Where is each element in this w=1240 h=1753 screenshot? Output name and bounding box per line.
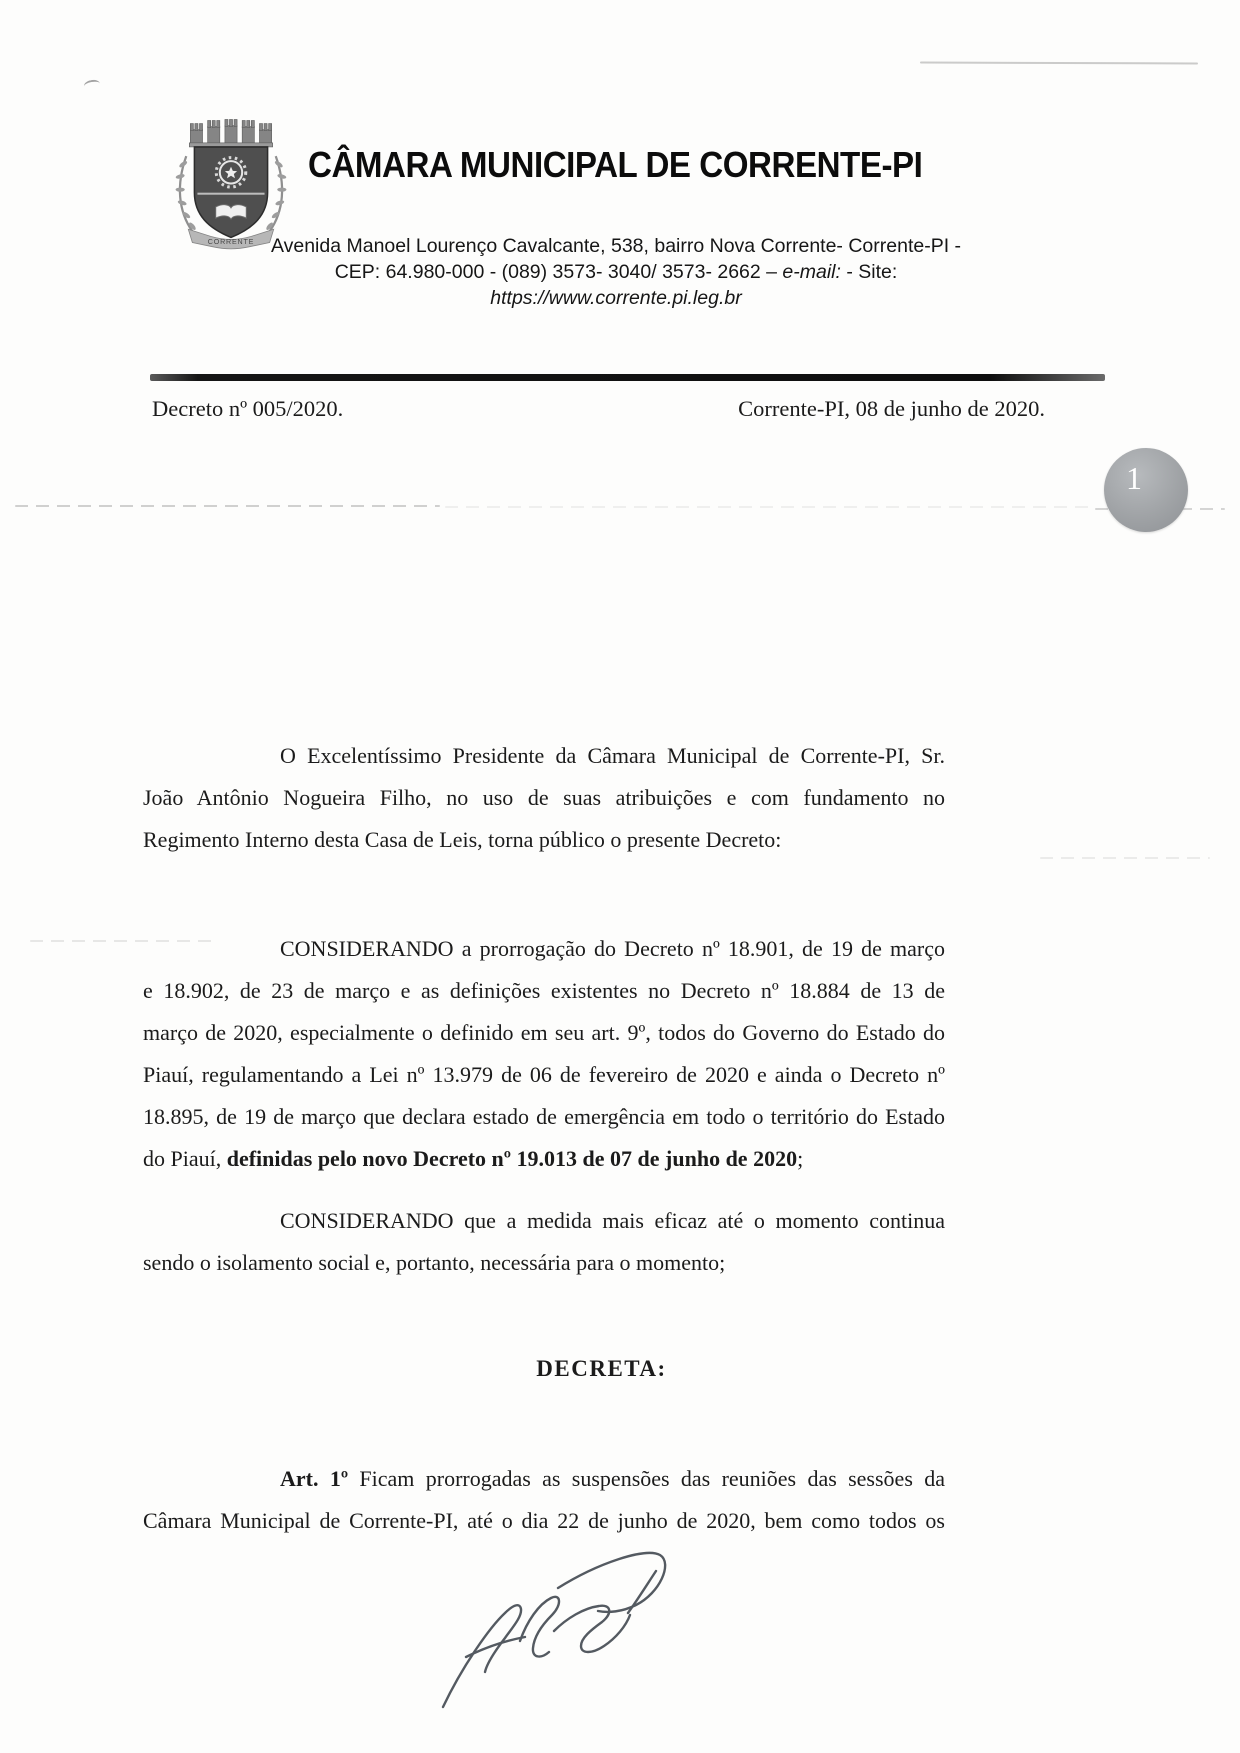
page-title: CÂMARA MUNICIPAL DE CORRENTE-PI	[308, 144, 923, 185]
paragraph-art-1	[143, 1458, 945, 1542]
doc-line	[143, 1200, 945, 1242]
doc-text: Ficam prorrogadas as suspensões das reuniões das sessões da	[348, 1466, 945, 1491]
doc-text-bold: Art. 1º	[280, 1466, 349, 1491]
doc-line	[143, 1054, 945, 1096]
doc-text: do Piauí,	[143, 1146, 227, 1171]
doc-line	[143, 1096, 945, 1138]
page-number-badge	[1104, 448, 1188, 532]
signature-scribble	[408, 1545, 708, 1735]
doc-text: 18.895, de 19 de março que declara estado de emergência em todo o território do Estado	[143, 1104, 945, 1129]
doc-text: março de 2020, especialmente o definido em seu art. 9º, todos do Governo do Estado do	[143, 1020, 945, 1045]
doc-text: João Antônio Nogueira Filho, no uso de suas atribuições e com fundamento no	[143, 785, 945, 810]
doc-line	[143, 819, 945, 861]
scan-artifact	[1040, 857, 1210, 859]
doc-text: CONSIDERANDO que a medida mais eficaz até o momento continua	[280, 1208, 945, 1233]
address-website: https://www.corrente.pi.leg.br	[490, 287, 742, 309]
logo-banner-text: CORRENTE	[207, 238, 255, 247]
scan-fold-line	[445, 506, 1095, 508]
scan-fold-line	[15, 505, 440, 507]
paragraph-considerando-1	[143, 928, 945, 1180]
doc-line	[143, 1138, 945, 1180]
doc-text: Câmara Municipal de Corrente-PI, até o dia 22 de junho de 2020, bem como todos os	[143, 1508, 945, 1533]
doc-text: Piauí, regulamentando a Lei nº 13.979 de 06 de fevereiro de 2020 e ainda o Decreto nº	[143, 1062, 945, 1087]
decree-place-date: Corrente-PI, 08 de junho de 2020.	[738, 396, 1045, 421]
address-line-2: CEP: 64.980-000 - (089) 3573- 3040/ 3573- 2662 – e-mail: - Site:	[334, 261, 898, 283]
doc-line	[143, 928, 945, 970]
doc-text: Regimento Interno desta Casa de Leis, torna público o presente Decreto:	[143, 827, 782, 852]
doc-line	[143, 1458, 945, 1500]
paragraph-considerando-2	[143, 1200, 945, 1284]
doc-text: O Excelentíssimo Presidente da Câmara Municipal de Corrente-PI, Sr.	[280, 743, 945, 768]
doc-line	[143, 1500, 945, 1542]
decree-number: Decreto nº 005/2020.	[152, 396, 344, 421]
doc-text: CONSIDERANDO a prorrogação do Decreto nº 18.901, de 19 de março	[280, 936, 945, 961]
doc-line	[143, 1242, 945, 1284]
doc-line	[143, 1348, 945, 1390]
coat-of-arms-icon	[170, 113, 292, 251]
doc-text: e 18.902, de 23 de março e as definições existentes no Decreto nº 18.884 de 13 de	[143, 978, 945, 1003]
heading-decreta	[143, 1348, 945, 1390]
scan-artifact	[920, 62, 1198, 64]
paragraph-intro	[143, 735, 945, 861]
header-divider	[150, 374, 1105, 381]
doc-line	[143, 1012, 945, 1054]
doc-text: DECRETA:	[536, 1356, 667, 1381]
doc-text: ;	[797, 1146, 804, 1171]
email-label: e-mail:	[782, 261, 841, 283]
doc-line	[143, 777, 945, 819]
address-line-1: Avenida Manoel Lourenço Cavalcante, 538, bairro Nova Corrente- Corrente-PI -	[270, 235, 962, 257]
doc-text-bold: definidas pelo novo Decreto nº 19.013 de 07 de junho de 2020	[226, 1146, 798, 1171]
scan-artifact	[83, 79, 100, 92]
page-number: 1	[1126, 460, 1142, 496]
doc-line	[143, 735, 945, 777]
header-address	[150, 233, 1082, 311]
doc-line	[143, 970, 945, 1012]
doc-text: sendo o isolamento social e, portanto, necessária para o momento;	[143, 1250, 726, 1275]
